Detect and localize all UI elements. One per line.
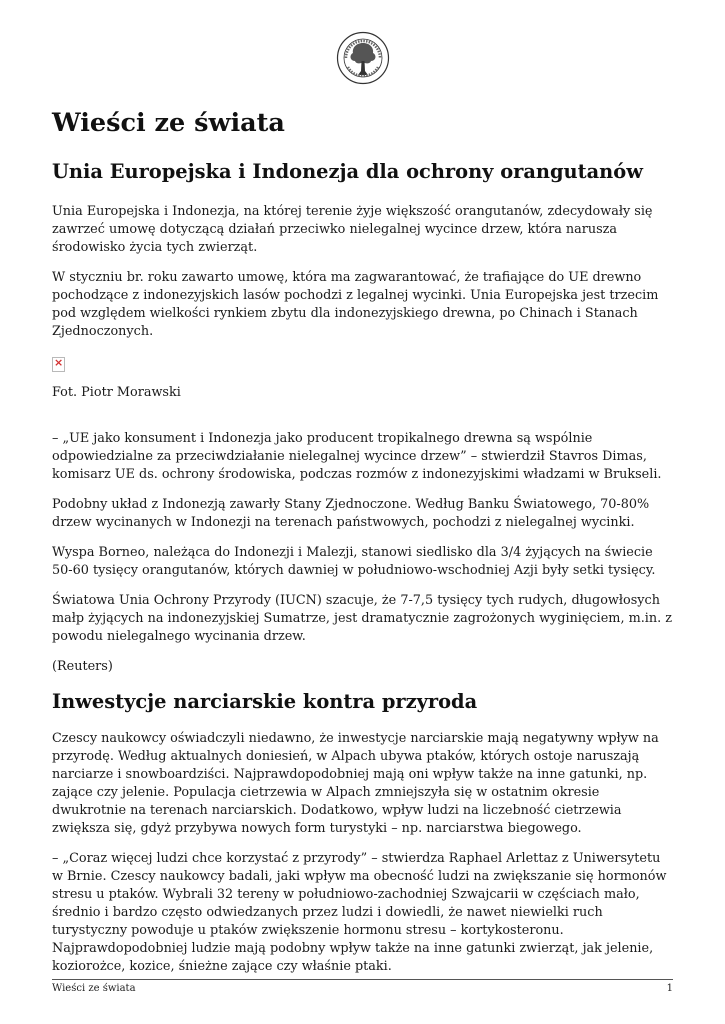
footer-title: Wieści ze świata — [52, 983, 136, 994]
article-2-paragraph: – „Coraz więcej ludzi chce korzystać z przyrody” – stwierdza Raphael Arlettaz z Uniwersytetu w Brnie. Czescy naukowcy badali, jaki wpływ ma obecność ludzi na zwiększanie się hormonów stresu u ptaków. Wybrali 32 tereny w południowo-zachodniej Szwajcarii w częściach mało, średnio i bardzo często odwiedzanych przez ludzi i dowiedli, że nawet niewielki ruch turystyczny powoduje u ptaków zwiększenie hormonu stresu – kortykosteronu. Najprawdopodobniej ludzie mają podobny wpływ także na inne gatunki zwierząt, jak jelenie, koziorożce, kozice, śnieżne zające czy właśnie ptaki. — [52, 851, 667, 974]
source-note: (Reuters) — [52, 659, 113, 674]
article-2-title: Inwestycje narciarskie kontra przyroda — [52, 690, 478, 713]
article-1-paragraph: Podobny układ z Indonezją zawarły Stany Zjednoczone. Według Banku Światowego, 70-80% drzew wycinanych w Indonezji na terenach państwowych, pochodzi z nielegalnej wycinki. — [52, 497, 650, 530]
article-1-paragraph: Unia Europejska i Indonezja, na której terenie żyje większość orangutanów, zdecydowały się zawrzeć umowę dotyczącą działań przeciwko nielegalnej wycince drzew, która narusza środowisko życia tych zwierząt. — [52, 204, 653, 255]
article-2-paragraph: Czescy naukowcy oświadczyli niedawno, że inwestycje narciarskie mają negatywny wpływ na przyrodę. Według aktualnych doniesień, w Alpach ubywa ptaków, których ostoje naruszają narciarze i snowboardziści. Najprawdopodobniej mają oni wpływ także na inne gatunki, np. zające czy jelenie. Populacja cietrzewia w Alpach zmniejszyła się w ostatnim okresie dwukrotnie na terenach narciarskich. Dodatkowo, wpływ ludzi na liczebność cietrzewia zwiększa się, gdyż przybywa nowych form turystyki – np. narciarstwa biegowego. — [52, 731, 659, 836]
article-1-title: Unia Europejska i Indonezja dla ochrony orangutanów — [52, 160, 643, 183]
footer-divider — [52, 979, 673, 980]
article-1-paragraph: Światowa Unia Ochrony Przyrody (IUCN) szacuje, że 7-7,5 tysięcy tych rudych, długowłosych małp żyjących na indonezyjskiej Sumatrze, jest dramatycznie zagrożonych wyginięciem, m.in. z powodu nielegalnego wycinania drzew. — [52, 593, 672, 644]
page-content — [52, 104, 674, 976]
broken-image-icon: × — [52, 357, 65, 372]
article-1-paragraph: Wyspa Borneo, należąca do Indonezji i Malezji, stanowi siedlisko dla 3/4 żyjących na świecie 50-60 tysięcy orangutanów, których dawniej w południowo-wschodniej Azji były setki tysięcy. — [52, 545, 656, 578]
photo-caption: Fot. Piotr Morawski — [52, 385, 181, 400]
page-number: 1 — [666, 983, 673, 994]
organization-logo — [336, 31, 390, 85]
article-1-paragraph: W styczniu br. roku zawarto umowę, która ma zagwarantować, że trafiające do UE drewno pochodzące z indonezyjskich lasów pochodzi z legalnej wycinki. Unia Europejska jest trzecim pod względem wielkości rynkiem zbytu dla indonezyjskiego drewna, po Chinach i Stanach Zjednoczonych. — [52, 270, 659, 339]
article-1-paragraph: – „UE jako konsument i Indonezja jako producent tropikalnego drewna są wspólnie odpowiedzialne za przeciwdziałanie nielegalnej wycince drzew” – stwierdził Stavros Dimas, komisarz UE ds. ochrony środowiska, podczas rozmów z indonezyjskimi władzami w Brukseli. — [52, 431, 662, 482]
page-title: Wieści ze świata — [52, 108, 285, 138]
